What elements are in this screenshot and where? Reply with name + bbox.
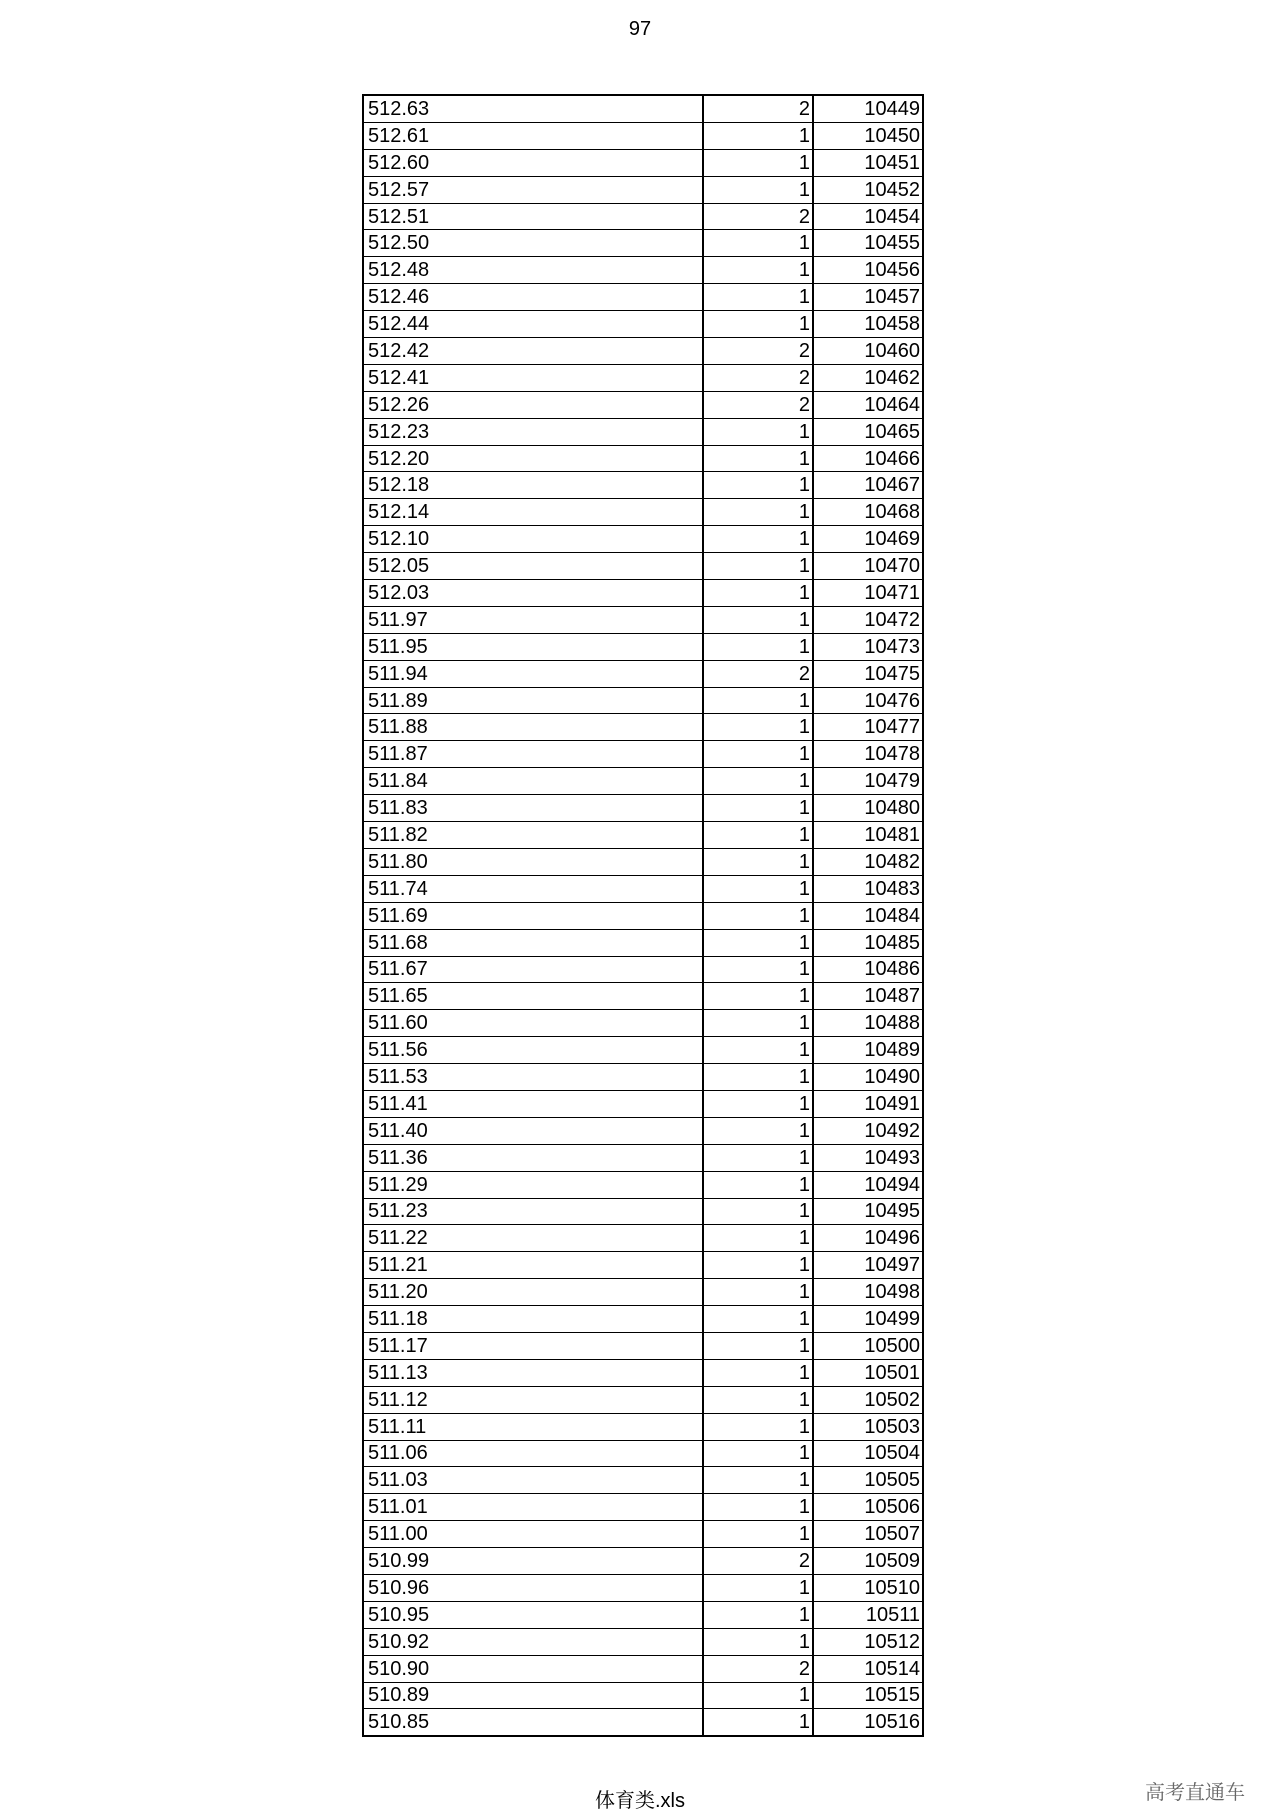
- score-cell: 511.11: [363, 1413, 703, 1440]
- footer-file-name: 体育类.xls: [595, 1790, 685, 1812]
- table-row: [363, 149, 923, 176]
- rank-cell: 10503: [813, 1413, 923, 1440]
- score-cell: 511.95: [363, 633, 703, 660]
- rank-cell: 10479: [813, 768, 923, 795]
- rank-cell: 10506: [813, 1494, 923, 1521]
- score-cell: 512.61: [363, 122, 703, 149]
- count-cell: 1: [703, 741, 813, 768]
- table-row: [363, 1467, 923, 1494]
- count-cell: 1: [703, 606, 813, 633]
- score-cell: 512.10: [363, 526, 703, 553]
- table-row: [363, 1440, 923, 1467]
- watermark: 高考直通车: [1145, 1782, 1245, 1804]
- score-cell: 512.44: [363, 311, 703, 338]
- table-row: [363, 1332, 923, 1359]
- table-row: [363, 741, 923, 768]
- rank-cell: 10456: [813, 257, 923, 284]
- count-cell: 1: [703, 230, 813, 257]
- count-cell: 1: [703, 875, 813, 902]
- table-row: [363, 472, 923, 499]
- table-row: [363, 606, 923, 633]
- score-cell: 511.83: [363, 795, 703, 822]
- count-cell: 1: [703, 1413, 813, 1440]
- count-cell: 1: [703, 553, 813, 580]
- rank-cell: 10497: [813, 1252, 923, 1279]
- count-cell: 1: [703, 848, 813, 875]
- score-cell: 512.03: [363, 580, 703, 607]
- score-cell: 511.22: [363, 1225, 703, 1252]
- rank-cell: 10505: [813, 1467, 923, 1494]
- score-cell: 510.89: [363, 1682, 703, 1709]
- table-row: [363, 956, 923, 983]
- count-cell: 1: [703, 822, 813, 849]
- count-cell: 1: [703, 1279, 813, 1306]
- count-cell: 1: [703, 499, 813, 526]
- table-row: [363, 418, 923, 445]
- score-cell: 511.82: [363, 822, 703, 849]
- count-cell: 2: [703, 95, 813, 122]
- score-cell: 512.42: [363, 338, 703, 365]
- table-row: [363, 1413, 923, 1440]
- score-cell: 511.84: [363, 768, 703, 795]
- table-row: [363, 1628, 923, 1655]
- rank-cell: 10475: [813, 660, 923, 687]
- score-cell: 510.92: [363, 1628, 703, 1655]
- score-cell: 512.48: [363, 257, 703, 284]
- count-cell: 1: [703, 1117, 813, 1144]
- count-cell: 1: [703, 1306, 813, 1333]
- rank-cell: 10464: [813, 391, 923, 418]
- rank-cell: 10486: [813, 956, 923, 983]
- score-cell: 510.95: [363, 1601, 703, 1628]
- rank-cell: 10455: [813, 230, 923, 257]
- count-cell: 1: [703, 1440, 813, 1467]
- table-row: [363, 875, 923, 902]
- score-cell: 512.46: [363, 284, 703, 311]
- score-cell: 511.29: [363, 1171, 703, 1198]
- table-row: [363, 1521, 923, 1548]
- count-cell: 1: [703, 1628, 813, 1655]
- table-row: [363, 203, 923, 230]
- rank-cell: 10478: [813, 741, 923, 768]
- score-cell: 511.69: [363, 902, 703, 929]
- count-cell: 1: [703, 257, 813, 284]
- table-row: [363, 1090, 923, 1117]
- rank-cell: 10502: [813, 1386, 923, 1413]
- rank-cell: 10467: [813, 472, 923, 499]
- table-row: [363, 714, 923, 741]
- score-table-body: [363, 95, 923, 1736]
- count-cell: 1: [703, 983, 813, 1010]
- table-row: [363, 902, 923, 929]
- rank-cell: 10466: [813, 445, 923, 472]
- rank-cell: 10490: [813, 1064, 923, 1091]
- rank-cell: 10451: [813, 149, 923, 176]
- score-cell: 511.18: [363, 1306, 703, 1333]
- count-cell: 1: [703, 1709, 813, 1736]
- count-cell: 1: [703, 1037, 813, 1064]
- rank-cell: 10454: [813, 203, 923, 230]
- rank-cell: 10483: [813, 875, 923, 902]
- table-row: [363, 257, 923, 284]
- count-cell: 1: [703, 929, 813, 956]
- table-row: [363, 1709, 923, 1736]
- table-row: [363, 311, 923, 338]
- table-row: [363, 1117, 923, 1144]
- count-cell: 1: [703, 795, 813, 822]
- count-cell: 1: [703, 418, 813, 445]
- table-row: [363, 1548, 923, 1575]
- rank-cell: 10449: [813, 95, 923, 122]
- count-cell: 1: [703, 284, 813, 311]
- table-row: [363, 1601, 923, 1628]
- count-cell: 2: [703, 660, 813, 687]
- table-row: [363, 1171, 923, 1198]
- count-cell: 1: [703, 580, 813, 607]
- count-cell: 1: [703, 1198, 813, 1225]
- score-cell: 511.12: [363, 1386, 703, 1413]
- count-cell: 2: [703, 364, 813, 391]
- score-cell: 512.60: [363, 149, 703, 176]
- count-cell: 1: [703, 1010, 813, 1037]
- score-cell: 511.68: [363, 929, 703, 956]
- rank-cell: 10516: [813, 1709, 923, 1736]
- count-cell: 1: [703, 1386, 813, 1413]
- rank-cell: 10482: [813, 848, 923, 875]
- table-row: [363, 1064, 923, 1091]
- rank-cell: 10462: [813, 364, 923, 391]
- table-row: [363, 687, 923, 714]
- score-cell: 511.23: [363, 1198, 703, 1225]
- table-row: [363, 1037, 923, 1064]
- rank-cell: 10500: [813, 1332, 923, 1359]
- score-cell: 512.26: [363, 391, 703, 418]
- score-cell: 511.03: [363, 1467, 703, 1494]
- table-row: [363, 553, 923, 580]
- score-cell: 511.88: [363, 714, 703, 741]
- rank-cell: 10496: [813, 1225, 923, 1252]
- score-cell: 511.01: [363, 1494, 703, 1521]
- count-cell: 1: [703, 902, 813, 929]
- table-row: [363, 122, 923, 149]
- score-cell: 511.36: [363, 1144, 703, 1171]
- score-cell: 511.87: [363, 741, 703, 768]
- score-cell: 511.06: [363, 1440, 703, 1467]
- count-cell: 1: [703, 1467, 813, 1494]
- count-cell: 1: [703, 526, 813, 553]
- rank-cell: 10492: [813, 1117, 923, 1144]
- score-cell: 511.60: [363, 1010, 703, 1037]
- count-cell: 1: [703, 1359, 813, 1386]
- count-cell: 1: [703, 1064, 813, 1091]
- rank-cell: 10512: [813, 1628, 923, 1655]
- rank-cell: 10485: [813, 929, 923, 956]
- rank-cell: 10484: [813, 902, 923, 929]
- score-cell: 512.63: [363, 95, 703, 122]
- rank-cell: 10481: [813, 822, 923, 849]
- score-cell: 511.20: [363, 1279, 703, 1306]
- rank-cell: 10493: [813, 1144, 923, 1171]
- count-cell: 1: [703, 1252, 813, 1279]
- score-cell: 511.56: [363, 1037, 703, 1064]
- count-cell: 1: [703, 1144, 813, 1171]
- count-cell: 2: [703, 1548, 813, 1575]
- rank-cell: 10514: [813, 1655, 923, 1682]
- rank-cell: 10468: [813, 499, 923, 526]
- table-row: [363, 822, 923, 849]
- rank-cell: 10487: [813, 983, 923, 1010]
- count-cell: 1: [703, 149, 813, 176]
- score-table: [362, 94, 924, 1737]
- rank-cell: 10495: [813, 1198, 923, 1225]
- rank-cell: 10488: [813, 1010, 923, 1037]
- score-cell: 510.96: [363, 1574, 703, 1601]
- score-cell: 511.21: [363, 1252, 703, 1279]
- count-cell: 2: [703, 1655, 813, 1682]
- table-row: [363, 1198, 923, 1225]
- count-cell: 1: [703, 956, 813, 983]
- count-cell: 2: [703, 391, 813, 418]
- table-row: [363, 580, 923, 607]
- count-cell: 1: [703, 1574, 813, 1601]
- table-row: [363, 929, 923, 956]
- table-row: [363, 983, 923, 1010]
- table-row: [363, 660, 923, 687]
- table-row: [363, 284, 923, 311]
- score-cell: 511.00: [363, 1521, 703, 1548]
- table-row: [363, 1386, 923, 1413]
- table-row: [363, 633, 923, 660]
- count-cell: 1: [703, 1090, 813, 1117]
- rank-cell: 10450: [813, 122, 923, 149]
- count-cell: 1: [703, 687, 813, 714]
- score-cell: 511.80: [363, 848, 703, 875]
- score-cell: 512.20: [363, 445, 703, 472]
- score-cell: 510.99: [363, 1548, 703, 1575]
- table-row: [363, 1655, 923, 1682]
- table-row: [363, 338, 923, 365]
- rank-cell: 10480: [813, 795, 923, 822]
- table-row: [363, 176, 923, 203]
- score-cell: 511.74: [363, 875, 703, 902]
- rank-cell: 10452: [813, 176, 923, 203]
- score-cell: 510.90: [363, 1655, 703, 1682]
- count-cell: 1: [703, 1332, 813, 1359]
- table-row: [363, 1494, 923, 1521]
- count-cell: 1: [703, 1601, 813, 1628]
- rank-cell: 10491: [813, 1090, 923, 1117]
- count-cell: 1: [703, 176, 813, 203]
- score-cell: 511.41: [363, 1090, 703, 1117]
- table-row: [363, 1225, 923, 1252]
- count-cell: 1: [703, 122, 813, 149]
- rank-cell: 10477: [813, 714, 923, 741]
- score-cell: 511.67: [363, 956, 703, 983]
- rank-cell: 10465: [813, 418, 923, 445]
- table-row: [363, 1252, 923, 1279]
- score-cell: 511.94: [363, 660, 703, 687]
- count-cell: 1: [703, 768, 813, 795]
- score-cell: 512.05: [363, 553, 703, 580]
- score-cell: 511.65: [363, 983, 703, 1010]
- table-row: [363, 364, 923, 391]
- score-cell: 512.51: [363, 203, 703, 230]
- rank-cell: 10460: [813, 338, 923, 365]
- rank-cell: 10458: [813, 311, 923, 338]
- rank-cell: 10510: [813, 1574, 923, 1601]
- score-cell: 511.89: [363, 687, 703, 714]
- rank-cell: 10470: [813, 553, 923, 580]
- rank-cell: 10457: [813, 284, 923, 311]
- table-row: [363, 1306, 923, 1333]
- count-cell: 1: [703, 1521, 813, 1548]
- rank-cell: 10494: [813, 1171, 923, 1198]
- table-row: [363, 445, 923, 472]
- rank-cell: 10501: [813, 1359, 923, 1386]
- count-cell: 1: [703, 1682, 813, 1709]
- score-cell: 512.41: [363, 364, 703, 391]
- table-row: [363, 1010, 923, 1037]
- table-row: [363, 1359, 923, 1386]
- count-cell: 1: [703, 1494, 813, 1521]
- count-cell: 1: [703, 1171, 813, 1198]
- rank-cell: 10504: [813, 1440, 923, 1467]
- table-row: [363, 1279, 923, 1306]
- table-row: [363, 1144, 923, 1171]
- rank-cell: 10511: [813, 1601, 923, 1628]
- rank-cell: 10471: [813, 580, 923, 607]
- rank-cell: 10473: [813, 633, 923, 660]
- count-cell: 2: [703, 338, 813, 365]
- rank-cell: 10489: [813, 1037, 923, 1064]
- score-cell: 512.14: [363, 499, 703, 526]
- rank-cell: 10469: [813, 526, 923, 553]
- rank-cell: 10507: [813, 1521, 923, 1548]
- count-cell: 1: [703, 1225, 813, 1252]
- count-cell: 1: [703, 714, 813, 741]
- score-cell: 511.17: [363, 1332, 703, 1359]
- count-cell: 2: [703, 203, 813, 230]
- table-row: [363, 1682, 923, 1709]
- score-cell: 511.40: [363, 1117, 703, 1144]
- score-cell: 512.23: [363, 418, 703, 445]
- score-cell: 512.50: [363, 230, 703, 257]
- table-row: [363, 95, 923, 122]
- rank-cell: 10476: [813, 687, 923, 714]
- table-row: [363, 230, 923, 257]
- score-cell: 511.13: [363, 1359, 703, 1386]
- score-cell: 512.18: [363, 472, 703, 499]
- table-row: [363, 526, 923, 553]
- rank-cell: 10498: [813, 1279, 923, 1306]
- table-row: [363, 768, 923, 795]
- count-cell: 1: [703, 472, 813, 499]
- score-cell: 512.57: [363, 176, 703, 203]
- table-row: [363, 499, 923, 526]
- count-cell: 1: [703, 445, 813, 472]
- count-cell: 1: [703, 633, 813, 660]
- table-row: [363, 848, 923, 875]
- table-row: [363, 795, 923, 822]
- score-cell: 511.53: [363, 1064, 703, 1091]
- score-cell: 510.85: [363, 1709, 703, 1736]
- page-number: 97: [628, 18, 652, 40]
- rank-cell: 10472: [813, 606, 923, 633]
- table-row: [363, 1574, 923, 1601]
- count-cell: 1: [703, 311, 813, 338]
- rank-cell: 10515: [813, 1682, 923, 1709]
- table-row: [363, 391, 923, 418]
- score-cell: 511.97: [363, 606, 703, 633]
- rank-cell: 10499: [813, 1306, 923, 1333]
- rank-cell: 10509: [813, 1548, 923, 1575]
